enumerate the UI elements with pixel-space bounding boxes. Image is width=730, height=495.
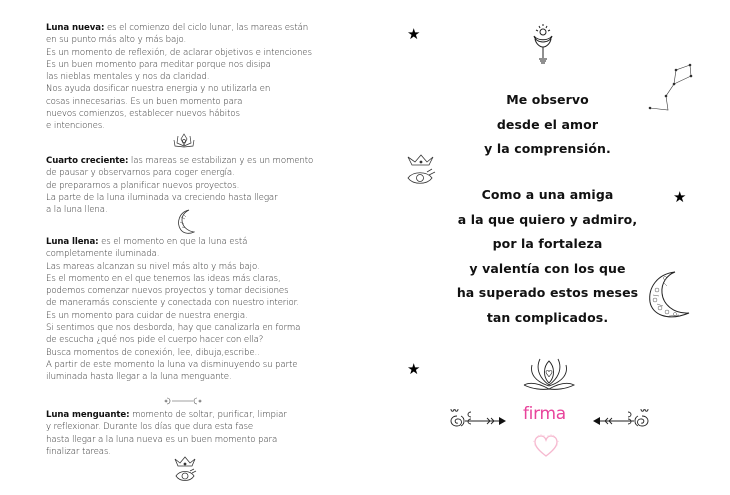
- text-line: de prepararnos a planificar nuevos proyectos.: [46, 180, 240, 191]
- text-line: a la luna llena.: [46, 205, 108, 216]
- section-title: Luna nueva:: [46, 23, 105, 33]
- text-line: completamente iluminada.: [46, 249, 160, 260]
- text-line: las nieblas mentales y nos da claridad.: [46, 72, 210, 83]
- right-page: [365, 0, 730, 495]
- section-title: Cuarto creciente:: [46, 156, 129, 166]
- text-line: Las mareas alcanzan su nivel más alto y más bajo.: [46, 261, 260, 272]
- signature-label: firma: [523, 404, 566, 424]
- text-line: Nos ayuda dosificar nuestra energia y no utilizarla en: [46, 84, 271, 95]
- text-line: Es un buen momento para meditar porque nos disipa: [46, 59, 271, 70]
- affirmation-line: Como a una amiga: [481, 187, 614, 202]
- crown-eye-icon: [405, 153, 437, 187]
- section-luna-nueva: Luna nueva: es el comienzo del ciclo lunar, las mareas están en su punto más alto y más bajo. Es un momento de reflexión, de aclarar objetivos e intenciones Es un buen momento para meditar porque nos disipa las nieblas mentales y nos da claridad. Nos ayuda dosificar nuestra energia y no utilizarla en cosas innecesarias. Es un buen momento para nuevos comienzos, establecer nuevos hábitos e intenciones.: [46, 23, 312, 132]
- text-line: La parte de la luna iluminada va creciendo hasta llegar: [46, 192, 278, 203]
- crescent-moon-icon: [645, 270, 691, 322]
- crescent-moon-icon: [175, 209, 195, 235]
- text-line: en su punto más alto y más bajo.: [46, 35, 187, 46]
- arrow-divider-icon: [163, 396, 205, 406]
- affirmation-line: a la que quiero y admiro,: [457, 211, 638, 227]
- lotus-heart-icon: [522, 355, 576, 393]
- section-luna-menguante: Luna menguante: momento de soltar, purificar, limpiar y reflexionar. Durante los días que dura esta fase hasta llegar a la luna nueva es un buen momento para finalizar tareas.: [46, 410, 287, 457]
- affirmation-line: tan complicados.: [486, 309, 609, 325]
- text-line: A partir de este momento la luna va disminuyendo su parte: [46, 359, 298, 370]
- affirmation-line: Me observo: [506, 92, 589, 107]
- text-line: de escucha ¿qué nos pide el cuerpo hacer con ella?: [46, 335, 264, 346]
- affirmation-line: ha superado estos meses: [456, 285, 639, 300]
- text-line: e intenciones.: [46, 121, 105, 132]
- affirmation-block-1: [365, 88, 730, 162]
- affirmation-line: por la fortaleza: [492, 236, 603, 251]
- star-icon: ★: [407, 26, 421, 43]
- section-title: Luna menguante:: [46, 410, 130, 420]
- crown-eye-icon: [172, 455, 198, 485]
- heart-icon: [532, 433, 560, 459]
- text-line: cosas innecesarias. Es un buen momento para: [46, 96, 243, 107]
- text-line: Es un momento de reflexión, de aclarar objetivos e intenciones: [46, 47, 312, 58]
- star-icon: ★: [673, 189, 687, 206]
- text-line: Busca momentos de conexión, lee, dibuja,escribe..: [46, 347, 260, 358]
- affirmation-line: y valentía con los que: [469, 260, 626, 276]
- section-luna-llena: Luna llena: es el momento en que la luna está completamente iluminada. Las mareas alcanzan su nivel más alto y más bajo. Es el momento en el que tenemos las ideas más claras, podemos comenzar nuevos proyectos y tomar decisiones de maneramás consciente y conectada con nuestro interior. Es un momento para cuidar de nuestra energia. Si sentimos que nos desborda, hay que canalizarla en forma de escucha ¿qué nos pide el cuerpo hacer con ella? Busca momentos de conexión, lee, dibuja,escribe.. A partir de este momento la luna va disminuyendo su parte iluminada hasta llegar a la luna menguante.: [46, 237, 301, 383]
- moon-goblet-icon: [530, 24, 556, 66]
- section-cuarto-creciente: Cuarto creciente: las mareas se estabilizan y es un momento de pausar y observarnos para coger energía. de prepararnos a planificar nuevos proyectos. La parte de la luna iluminada va creciendo hasta llegar a la luna llena.: [46, 156, 314, 216]
- affirmation-line: desde el amor: [496, 116, 599, 132]
- text-line: podemos comenzar nuevos proyectos y tomar decisiones: [46, 286, 289, 297]
- star-icon: ★: [407, 361, 421, 378]
- text-line: de maneramás consciente y conectada con nuestro interior.: [46, 298, 299, 309]
- text-line: de pausar y observarnos para coger energía.: [46, 168, 235, 179]
- section-title: Luna llena:: [46, 237, 99, 247]
- text-line: nuevos comienzos, establecer nuevos hábitos: [46, 109, 240, 120]
- affirmation-line: y la comprensión.: [484, 141, 611, 156]
- text-line: hasta llegar a la luna nueva es un buen momento para: [46, 434, 278, 445]
- text-line: Es un momento para cuidar de nuestra energia.: [46, 310, 248, 321]
- text-line: y reflexionar. Durante los días que dura esta fase: [46, 422, 254, 433]
- text-line: Si sentimos que nos desborda, hay que canalizarla en forma: [46, 323, 301, 334]
- text-line: Es el momento en el que tenemos las ideas más claras,: [46, 273, 281, 284]
- lotus-icon: [172, 131, 196, 149]
- text-line: iluminada hasta llegar a la luna menguante.: [46, 372, 232, 383]
- arrow-right-ornament-icon: [447, 406, 509, 430]
- arrow-left-ornament-icon: [590, 406, 652, 430]
- text-line: finalizar tareas.: [46, 446, 111, 457]
